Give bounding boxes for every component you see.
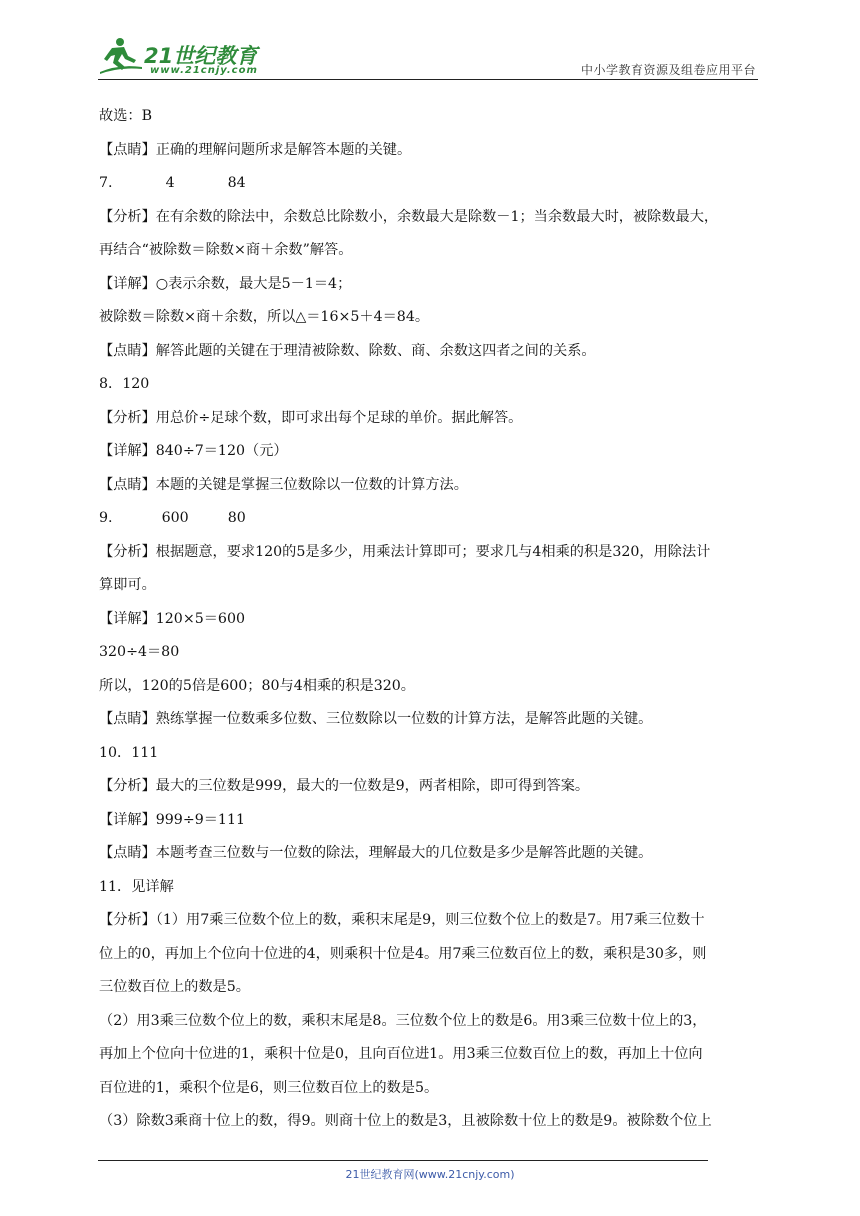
answer-content xyxy=(99,100,764,1139)
line: 所以，120的5倍是600；80与4相乘的积是320。 xyxy=(99,677,415,694)
line: 【分析】最大的三位数是999，最大的一位数是9，两者相除，即可得到答案。 xyxy=(99,778,590,794)
answer-blank: 4 xyxy=(165,175,175,191)
line: 故选：B xyxy=(99,108,152,124)
line: （2）用3乘三位数个位上的数，乘积末尾是8。三位数个位上的数是6。用3乘三位数十位上的3， xyxy=(99,1012,707,1029)
logo-text: 21世纪教育 xyxy=(144,44,258,68)
line: 【点睛】本题考查三位数与一位数的除法，理解最大的几位数是多少是解答此题的关键。 xyxy=(99,845,653,861)
line: 10．111 xyxy=(99,744,159,761)
site-logo xyxy=(98,34,298,80)
header-divider xyxy=(98,79,758,80)
line: 【详解】120×5＝600 xyxy=(99,610,246,627)
line: 被除数＝除数×商＋余数，所以△＝16×5＋4＝84。 xyxy=(99,309,430,325)
question-number: 7. xyxy=(99,175,113,191)
line: 【详解】999÷9＝111 xyxy=(99,811,246,828)
line: 【分析】根据题意，要求120的5是多少，用乘法计算即可；要求几与4相乘的积是320，用除法计 xyxy=(99,543,711,560)
question-number: 9. xyxy=(99,510,113,526)
line: 位上的0，再加上个位向十位进的4，则乘积十位是4。用7乘三位数百位上的数，乘积是30多，则 xyxy=(99,945,707,962)
platform-name: 中小学教育资源及组卷应用平台 xyxy=(580,63,756,77)
line: 百位进的1，乘积个位是6，则三位数百位上的数是5。 xyxy=(99,1079,439,1096)
question-7-answer xyxy=(99,167,764,201)
line: 8．120 xyxy=(99,376,150,392)
line: 【分析】用总价÷足球个数，即可求出每个足球的单价。据此解答。 xyxy=(99,409,523,426)
line: 再结合“被除数＝除数×商＋余数”解答。 xyxy=(99,242,353,258)
footer-divider xyxy=(98,1160,708,1161)
question-9-answer xyxy=(99,502,764,536)
line: 算即可。 xyxy=(99,577,156,593)
line: 【点睛】解答此题的关键在于理清被除数、除数、商、余数这四者之间的关系。 xyxy=(99,342,596,359)
logo-url: www.21cnjy.com xyxy=(150,65,258,76)
line: 320÷4＝80 xyxy=(99,644,180,660)
line: 【分析】在有余数的除法中，余数总比除数小，余数最大是除数－1；当余数最大时，被除数最大， xyxy=(99,208,719,225)
footer-link[interactable]: 21世纪教育网(www.21cnjy.com) xyxy=(345,1168,515,1181)
line: 【点睛】本题的关键是掌握三位数除以一位数的计算方法。 xyxy=(99,476,468,493)
line: 再加上个位向十位进的1，乘积十位是0，且向百位进1。用3乘三位数百位上的数，再加上十位向 xyxy=(99,1046,703,1062)
page-header xyxy=(98,34,758,80)
answer-blank: 600 xyxy=(161,510,189,526)
line: （3）除数3乘商十位上的数，得9。则商十位上的数是3，且被除数十位上的数是9。被除数个位上 xyxy=(99,1113,712,1129)
answer-blank: 80 xyxy=(227,510,246,526)
line: 【详解】840÷7＝120（元） xyxy=(99,443,288,459)
line: 三位数百位上的数是5。 xyxy=(99,979,250,995)
line: 【点睛】熟练掌握一位数乘多位数、三位数除以一位数的计算方法，是解答此题的关键。 xyxy=(99,711,653,727)
line: 11．见详解 xyxy=(99,878,174,895)
line: 【详解】○表示余数，最大是5－1＝4； xyxy=(99,275,352,292)
line: 【点睛】正确的理解问题所求是解答本题的关键。 xyxy=(99,141,412,158)
line: 【分析】（1）用7乘三位数个位上的数，乘积末尾是9，则三位数个位上的数是7。用7乘三位数十 xyxy=(99,912,705,928)
answer-blank: 84 xyxy=(227,175,246,191)
